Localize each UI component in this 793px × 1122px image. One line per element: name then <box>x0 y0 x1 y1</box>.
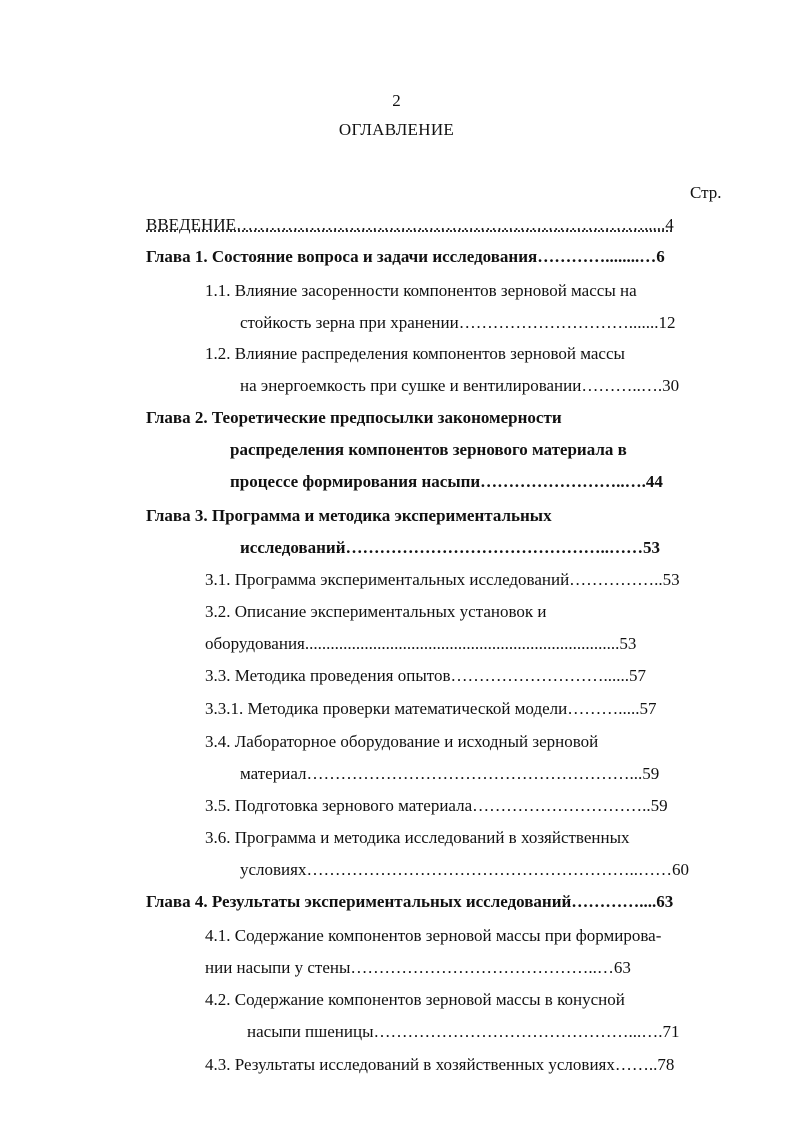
page-column-label: Стр. <box>690 183 722 202</box>
toc-entry-introduction: ВВЕДЕНИЕ……………………………………………………………….....4 <box>146 215 674 234</box>
toc-chapter-4: Глава 4. Результаты экспериментальных исследований…………....63 <box>146 892 674 911</box>
toc-section-4-1-line1: 4.1. Содержание компонентов зерновой массы при формирова- <box>205 926 662 945</box>
toc-section-3-5: 3.5. Подготовка зернового материала…………………………..59 <box>205 796 668 815</box>
toc-section-1-1-line1: 1.1. Влияние засоренности компонентов зерновой массы на <box>205 281 637 300</box>
toc-chapter-2-line2: распределения компонентов зернового материала в <box>230 440 627 459</box>
toc-section-4-1-line2: нии насыпи у стены……………………………………..…63 <box>205 958 631 977</box>
toc-chapter-3-line2: исследований………………………………………..……53 <box>240 538 660 557</box>
toc-section-3-2-line2: оборудования..........................................................................53 <box>205 634 637 653</box>
toc-section-4-2-line2: насыпи пшеницы………………………………………...….71 <box>247 1022 680 1041</box>
page-number: 2 <box>392 91 401 110</box>
toc-chapter-3-line1: Глава 3. Программа и методика экспериментальных <box>146 506 552 525</box>
toc-section-3-4-line2: материал…………………………………………………...59 <box>240 764 660 783</box>
toc-chapter-2-line3: процессе формирования насыпи……………………..….44 <box>230 472 663 491</box>
toc-section-3-4-line1: 3.4. Лабораторное оборудование и исходный зерновой <box>205 732 599 751</box>
toc-section-3-6-line2: условиях…………………………………………………..……60 <box>240 860 689 879</box>
toc-section-3-3: 3.3. Методика проведения опытов………………………......57 <box>205 666 647 685</box>
toc-section-3-6-line1: 3.6. Программа и методика исследований в хозяйственных <box>205 828 630 847</box>
toc-chapter-1: Глава 1. Состояние вопроса и задачи исследования…………........…6 <box>146 247 665 266</box>
page-title: ОГЛАВЛЕНИЕ <box>338 120 455 139</box>
toc-section-1-1-line2: стойкость зерна при хранении………………………….......12 <box>240 313 676 332</box>
toc-section-3-1: 3.1. Программа экспериментальных исследований……………..53 <box>205 570 680 589</box>
toc-section-3-2-line1: 3.2. Описание экспериментальных установок и <box>205 602 547 621</box>
toc-section-1-2-line1: 1.2. Влияние распределения компонентов зерновой массы <box>205 344 625 363</box>
toc-section-3-3-1: 3.3.1. Методика проверки математической модели……….....57 <box>205 699 657 718</box>
toc-section-4-3: 4.3. Результаты исследований в хозяйственных условиях……..78 <box>205 1055 675 1074</box>
toc-section-1-2-line2: на энергоемкость при сушке и вентилировании………..….30 <box>240 376 680 395</box>
toc-chapter-2-line1: Глава 2. Теоретические предпосылки закономерности <box>146 408 562 427</box>
toc-section-4-2-line1: 4.2. Содержание компонентов зерновой массы в конусной <box>205 990 625 1009</box>
